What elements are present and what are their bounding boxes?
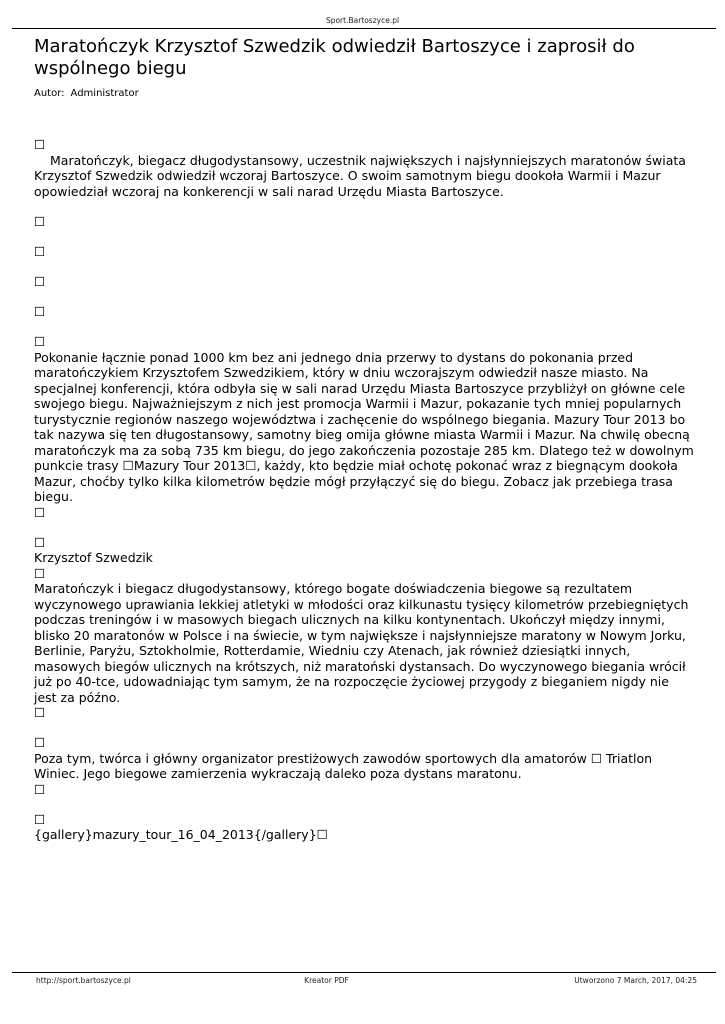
placeholder-box-icon: ☐ — [34, 781, 46, 797]
footer-divider — [12, 972, 716, 973]
intro-paragraph: Maratończyk, biegacz długodystansowy, uczestnik największych i najsłynniejszych maratonów świata Krzysztof Szwedzik odwiedził wczoraj Bartoszyce. O swoim samotnym biegu dookoła Warmii i Mazur opowiedział wczoraj na konkerencji w sali narad Urzędu Miasta Bartoszyce. — [34, 152, 686, 199]
placeholder-box-icon: ☐ — [34, 334, 46, 349]
author-label: Autor: — [34, 88, 65, 99]
placeholder-box-icon: ☐ — [34, 705, 46, 720]
article-body — [34, 137, 694, 843]
article-title: Maratończyk Krzysztof Szwedzik odwiedził Bartoszyce i zaprosił do wspólnego biegu — [34, 36, 635, 79]
placeholder-box-icon: ☐ — [34, 534, 46, 550]
placeholder-box-icon: ☐ — [34, 214, 46, 229]
header-divider — [12, 28, 716, 29]
author-line — [34, 87, 139, 101]
placeholder-box-icon: ☐ — [34, 244, 46, 259]
footer-url[interactable]: http://sport.bartoszyce.pl — [36, 976, 131, 985]
placeholder-box-icon: ☐ — [34, 274, 46, 289]
placeholder-box-icon: ☐ — [34, 504, 46, 520]
footer-generator: Kreator PDF — [304, 976, 349, 985]
placeholder-box-icon: ☐ — [34, 137, 46, 152]
runner-name-heading: Krzysztof Szwedzik — [34, 550, 153, 565]
placeholder-box-icon: ☐ — [34, 735, 46, 750]
placeholder-box-icon: ☐ — [34, 811, 46, 827]
author-name: Administrator — [70, 88, 139, 99]
site-header: Sport.Bartoszyce.pl — [325, 16, 400, 25]
placeholder-box-icon: ☐ — [34, 565, 46, 581]
placeholder-box-icon: ☐ — [34, 304, 46, 319]
footer-created-date: Utworzono 7 March, 2017, 04:25 — [574, 976, 697, 985]
gallery-tag: {gallery}mazury_tour_16_04_2013{/gallery}☐ — [34, 827, 328, 842]
biography-paragraph: Maratończyk i biegacz długodystansowy, którego bogate doświadczenia biegowe są rezultatem wyczynowego uprawiania lekkiej atletyki w młodości oraz kilkunastu tysięcy kilometrów przebiegniętych podczas treningów i w masowych biegach ulicznych na kilku kontynentach. Ukończył między innymi, blisko 20 maratonów w Polsce i na świecie, w tym największe i najsłynniejsze maratony w Nowym Jorku, Berlinie, Paryżu, Sztokholmie, Rotterdamie, Wiedniu czy Atenach, jak również dziesiątki innych, masowych biegów ulicznych na krótszych, niż maratoński dystansach. Do wyczynowego biegania wrócił już po 40-tce, udowadniając tym samym, że na rozpoczęcie życiowej przygody z bieganiem nigdy nie jest za późno. — [34, 581, 689, 705]
organizer-paragraph: Poza tym, twórca i główny organizator prestiżowych zawodów sportowych dla amatorów ☐ Triatlon Winiec. Jego biegowe zamierzenia wykraczają daleko poza dystans maratonu. — [34, 750, 653, 781]
route-paragraph: Pokonanie łącznie ponad 1000 km bez ani jednego dnia przerwy to dystans do pokonania przed maratończykiem Krzysztofem Szwedzikiem, który w dniu wczorajszym odwiedził nasze miasto. Na specjalnej konferencji, która odbyła się w sali narad Urzędu Miasta Bartoszyce przybliżył on główne cele swojego biegu. Najważniejszym z nich jest promocja Warmii i Mazur, pokazanie tych mniej popularnych turystycznie regionów naszego województwa i zachęcenie do wspólnego biegania. Mazury Tour 2013 bo tak nazywa się ten długostansowy, samotny bieg omija główne miasta Warmii i Mazur. Na chwilę obecną maratończyk ma za sobą 735 km biegu, do jego zakończenia pozostaje 285 km. Dlatego też w dowolnym punkcie trasy ☐Mazury Tour 2013☐, każdy, kto będzie miał ochotę pokonać wraz z biegnącym dookoła Mazur, choćby tylko kilka kilometrów będzie mógł przyłączyć się do biegu. Zobacz jak przebiega trasa biegu. — [34, 349, 694, 504]
